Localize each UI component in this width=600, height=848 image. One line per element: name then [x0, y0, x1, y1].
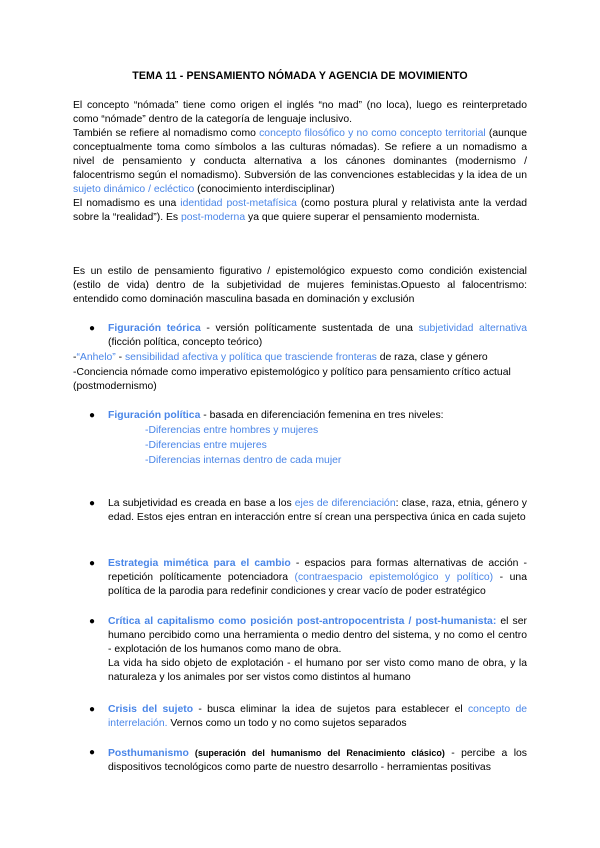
estilo-paragraph: Es un estilo de pensamiento figurativo / epistemológico expuesto como condición existencial (estilo de vida) dentro de la subjetividad de mujeres feministas.Opuesto al falocentrismo: entendido como dominación masculina basada en dominación y exclusión: [73, 266, 527, 305]
list-item: -Diferencias internas dentro de cada mujer: [145, 455, 342, 466]
bullet-dot: ●: [89, 558, 96, 569]
conciencia-line: -Conciencia nómade como imperativo epistemológico y político para pensamiento crítico actual (postmodernismo): [73, 367, 511, 392]
bullet-crisis-sujeto: ● Crisis del sujeto - busca eliminar la idea de sujetos para establecer el concepto de interrelación. Vernos como un todo y no como sujetos separados: [89, 704, 527, 729]
sujeto-dinamico-highlight: sujeto dinámico / ecléctico: [73, 184, 195, 195]
ejes-diferenciacion-highlight: ejes de diferenciación: [294, 498, 396, 509]
bullet-critica-capitalismo: ● Crítica al capitalismo como posición post-antropocentrista / post-humanista: el ser humano percibido como una herramienta o medio dentro del sistema, y no como el centro - explotación de los humanos como mano de obra. La vida ha sido objeto de explotación - el humano por ser visto como mano de obra, y la naturaleza y los animales por ser vistos como distintos al humano: [89, 616, 527, 683]
bullet-figuracion-teorica: ● Figuración teórica - versión políticamente sustentada de una subjetividad alternativa (ficción política, concepto teórico): [89, 323, 527, 348]
bullet-estrategia-mimetica: ● Estrategia mimética para el cambio - espacios para formas alternativas de acción - repetición políticamente potenciadora (contraespacio epistemológico y político) - una política de la parodia para redefinir condiciones y crear vacío de poder estratégico: [89, 558, 527, 597]
list-item: -Diferencias entre hombres y mujeres: [145, 425, 319, 436]
crisis-sujeto-heading: Crisis del sujeto: [108, 704, 194, 715]
figuracion-teorica-heading: Figuración teórica: [108, 323, 201, 334]
bullet-dot: ●: [89, 704, 96, 715]
list-item: -Diferencias entre mujeres: [145, 440, 267, 451]
nomadismo-concept-text: También se refiere al nomadismo como concepto filosófico y no como concepto territorial (aunque conceptualmente toma como símbolos a las culturas nómadas). Se refiere a un nomadismo a nivel de pensamiento y conducta alternativa a los cánones dominantes (modernismo / falocentrismo según el nomadismo). Subversión de las convenciones establecidas y la idea de un sujeto dinámico / ecléctico (conocimiento interdisciplinar): [73, 128, 527, 195]
nomada-origin-text: El concepto “nómada” tiene como origen el inglés “no mad” (no loca), luego es reinterpretado como “nómade” dentro de la categoría de lenguaje inclusivo.: [73, 100, 527, 125]
bullet-dot: ●: [89, 747, 96, 758]
bullet-subjetividad: ● La subjetividad es creada en base a los ejes de diferenciación: clase, raza, etnia, género y edad. Estos ejes entran en interacción entre sí crean una perspectiva única en cada sujeto: [89, 498, 527, 523]
critica-capitalismo-heading: Crítica al capitalismo como posición post-antropocentrista / post-humanista:: [108, 616, 497, 627]
bullet-dot: ●: [89, 498, 96, 509]
bullet-figuracion-politica: ● Figuración política - basada en diferenciación femenina en tres niveles:: [89, 410, 444, 421]
identidad-post-metafisica-highlight: identidad post-metafísica: [180, 198, 297, 209]
anhelo-line: -“Anhelo” - sensibilidad afectiva y política que trasciende fronteras de raza, clase y género: [73, 352, 488, 363]
anhelo-term: “Anhelo”: [76, 352, 116, 363]
figuracion-politica-heading: Figuración política: [108, 410, 201, 421]
concepto-filosofico-highlight: concepto filosófico y no como concepto territorial: [259, 128, 486, 139]
sensibilidad-highlight: sensibilidad afectiva y política que trasciende fronteras: [124, 352, 377, 363]
posthumanismo-heading: Posthumanismo: [108, 748, 189, 759]
posthumanismo-subtitle: (superación del humanismo del Renacimiento clásico): [188, 748, 445, 758]
bullet-dot: ●: [89, 616, 96, 627]
bullet-posthumanismo: ● Posthumanismo (superación del humanismo del Renacimiento clásico) - percibe a los dispositivos tecnológicos como parte de nuestro desarrollo - herramientas positivas: [89, 747, 527, 773]
document-title: TEMA 11 - PENSAMIENTO NÓMADA Y AGENCIA DE MOVIMIENTO: [132, 70, 468, 82]
bullet-dot: ●: [89, 323, 96, 334]
estrategia-mimetica-heading: Estrategia mimética para el cambio: [108, 558, 291, 569]
intro-paragraph: [73, 99, 527, 225]
identidad-text: El nomadismo es una identidad post-metafísica (como postura plural y relativista ante la verdad sobre la “realidad”). Es post-moderna ya que quiere superar el pensamiento modernista.: [73, 198, 528, 223]
post-moderna-highlight: post-moderna: [181, 212, 246, 223]
interrelacion-highlight: concepto de interrelación.: [108, 704, 527, 729]
contraespacio-highlight: (contraespacio epistemológico y político): [294, 572, 494, 583]
bullet-dot: ●: [89, 410, 96, 421]
subjetividad-alternativa-highlight: subjetividad alternativa: [418, 323, 527, 334]
